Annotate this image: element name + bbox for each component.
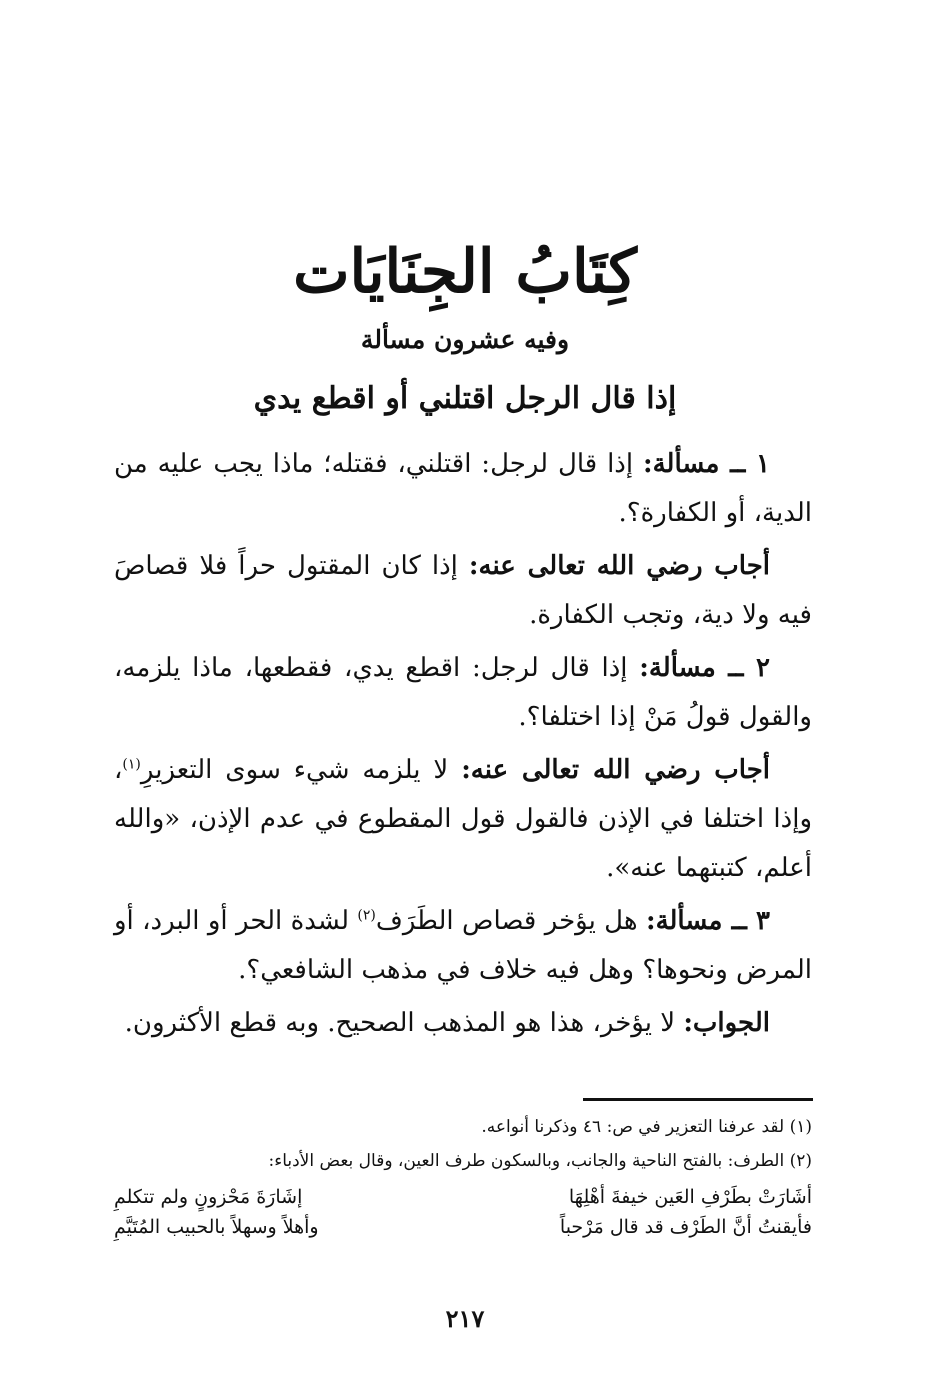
poem-line-1-second-hemistich: إشَارَةَ مَحْزونٍ ولم تتكلمِ (114, 1186, 303, 1208)
body-text (114, 440, 812, 1052)
poem (114, 1182, 812, 1242)
question-3-text-after: لشدة الحر أو البرد، أو المرض ونحوها؟ وهل فيه خلاف في مذهب الشافعي؟. (114, 906, 812, 985)
answer-2-text-after: ، وإذا اختلفا في الإذن فالقول قول المقطوع في عدم الإذن، «والله أعلم، كتبتهما عنه». (114, 755, 812, 883)
question-3-text-before: هل يؤخر قصاص الطَرَف (375, 906, 646, 936)
answer-3 (114, 999, 812, 1048)
answer-2-text-before: لا يلزمه شيء سوى التعزيرِ (140, 755, 462, 785)
answer-1 (114, 542, 812, 640)
poem-line-2 (114, 1212, 812, 1242)
question-1 (114, 440, 812, 538)
page-number: ٢١٧ (445, 1304, 485, 1333)
poem-line-1 (114, 1182, 812, 1212)
question-3-lead: ٣ ــ مسألة: (645, 906, 770, 936)
footnote-2: (٢) الطرف: بالفتح الناحية والجانب، وبالسكون طرف العين، وقال بعض الأدباء: (268, 1151, 812, 1171)
answer-1-text: إذا كان المقتول حراً فلا قصاصَ فيه ولا دية، وتجب الكفارة. (114, 551, 812, 630)
poem-line-2-second-hemistich: وأهلاً وسهلاً بالحبيب المُتَيَّمِ (114, 1216, 319, 1238)
footnote-ref-1: (١) (122, 756, 141, 773)
chapter-subtitle: وفيه عشرون مسألة (360, 325, 570, 354)
answer-3-text: لا يؤخر، هذا هو المذهب الصحيح. وبه قطع الأكثرون. (124, 1008, 684, 1038)
footnotes (114, 1110, 812, 1242)
question-3 (114, 897, 812, 995)
question-1-lead: ١ ــ مسألة: (642, 449, 771, 479)
footnote-divider (583, 1098, 813, 1101)
section-heading: إذا قال الرجل اقتلني أو اقطع يدي (253, 381, 677, 416)
footnote-ref-2: (٢) (357, 907, 376, 924)
poem-line-2-first-hemistich: فأيقنتُ أنَّ الطَرْف قد قال مَرْحباً (559, 1216, 812, 1238)
answer-2 (114, 746, 812, 893)
chapter-title: كِتَابُ الجِنَايَات (293, 237, 637, 307)
answer-1-lead: أجاب رضي الله تعالى عنه: (468, 551, 771, 581)
question-1-text: إذا قال لرجل: اقتلني، فقتله؛ ماذا يجب عليه من الدية، أو الكفارة؟. (114, 449, 812, 528)
answer-3-lead: الجواب: (683, 1008, 770, 1038)
footnote-1: (١) لقد عرفنا التعزير في ص: ٤٦ وذكرنا أنواعه. (481, 1117, 812, 1137)
question-2 (114, 644, 812, 742)
question-2-lead: ٢ ــ مسألة: (639, 653, 771, 683)
poem-line-1-first-hemistich: أشَارَتْ بطَرْفِ العَين خيفةَ أهْلِهَا (568, 1186, 812, 1208)
question-2-text: إذا قال لرجل: اقطع يدي، فقطعها، ماذا يلزمه، والقول قولُ مَنْ إذا اختلفا؟. (114, 653, 812, 732)
answer-2-lead: أجاب رضي الله تعالى عنه: (461, 755, 770, 785)
